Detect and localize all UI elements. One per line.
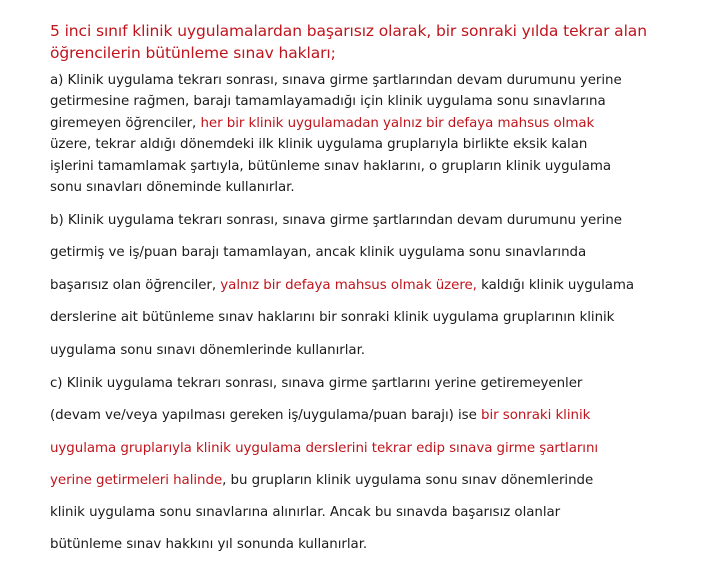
title-line: 5 inci sınıf klinik uygulamalardan başarısız olarak, bir sonraki yılda tekrar alan bbox=[50, 22, 647, 40]
text-line: işlerini tamamlamak şartıyla, bütünleme sınav haklarını, o grupların klinik uygulama bbox=[50, 158, 612, 174]
text-segment: (devam ve/veya yapılması gereken iş/uygulama/puan barajı) ise bbox=[50, 408, 481, 424]
text-line bbox=[50, 400, 712, 432]
text-line bbox=[50, 465, 712, 497]
highlighted-text: uygulama gruplarıyla klinik uygulama derslerini tekrar edip sınava girme şartlarını bbox=[50, 440, 599, 456]
text-line bbox=[50, 113, 712, 134]
text-line: c) Klinik uygulama tekrarı sonrası, sınava girme şartlarını yerine getiremeyenler bbox=[50, 376, 583, 391]
text-segment: giremeyen öğrenciler, bbox=[50, 115, 201, 131]
paragraph-c bbox=[50, 368, 712, 562]
highlighted-text: yerine getirmeleri halinde bbox=[50, 472, 223, 488]
slide-title bbox=[50, 20, 710, 64]
text-line: b) Klinik uygulama tekrarı sonrası, sınava girme şartlarından devam durumunu yerine bbox=[50, 213, 622, 228]
highlighted-text: her bir klinik uygulamadan yalnız bir defaya mahsus olmak bbox=[200, 115, 595, 131]
highlighted-text: bir sonraki klinik bbox=[481, 408, 591, 424]
text-line: getirmesine rağmen, barajı tamamlayamadığı için klinik uygulama sonu sınavlarına bbox=[50, 94, 606, 110]
text-line: klinik uygulama sonu sınavlarına alınırlar. Ancak bu sınavda başarısız olanlar bbox=[50, 505, 561, 521]
text-line: bütünleme sınav hakkını yıl sonunda kullanırlar. bbox=[50, 537, 368, 553]
text-segment: , bu grupların klinik uygulama sonu sınav dönemlerinde bbox=[222, 472, 594, 488]
text-segment: kaldığı klinik uygulama bbox=[476, 277, 635, 293]
text-segment: başarısız olan öğrenciler, bbox=[50, 277, 221, 293]
title-line: öğrencilerin bütünleme sınav hakları; bbox=[50, 44, 336, 62]
text-line: derslerine ait bütünleme sınav haklarını bir sonraki klinik uygulama gruplarının klinik bbox=[50, 310, 615, 326]
text-line: getirmiş ve iş/puan barajı tamamlayan, ancak klinik uygulama sonu sınavlarında bbox=[50, 245, 587, 261]
text-line bbox=[50, 270, 712, 302]
text-line: uygulama sonu sınavı dönemlerinde kullanırlar. bbox=[50, 342, 365, 358]
text-line: üzere, tekrar aldığı dönemdeki ilk klinik uygulama gruplarıyla birlikte eksik kalan bbox=[50, 137, 588, 153]
paragraph-a bbox=[50, 70, 712, 198]
paragraph-b bbox=[50, 205, 712, 367]
highlighted-text: yalnız bir defaya mahsus olmak üzere, bbox=[220, 277, 477, 293]
text-line: a) Klinik uygulama tekrarı sonrası, sınava girme şartlarından devam durumunu yerine bbox=[50, 73, 622, 88]
text-line: sonu sınavları döneminde kullanırlar. bbox=[50, 180, 295, 196]
